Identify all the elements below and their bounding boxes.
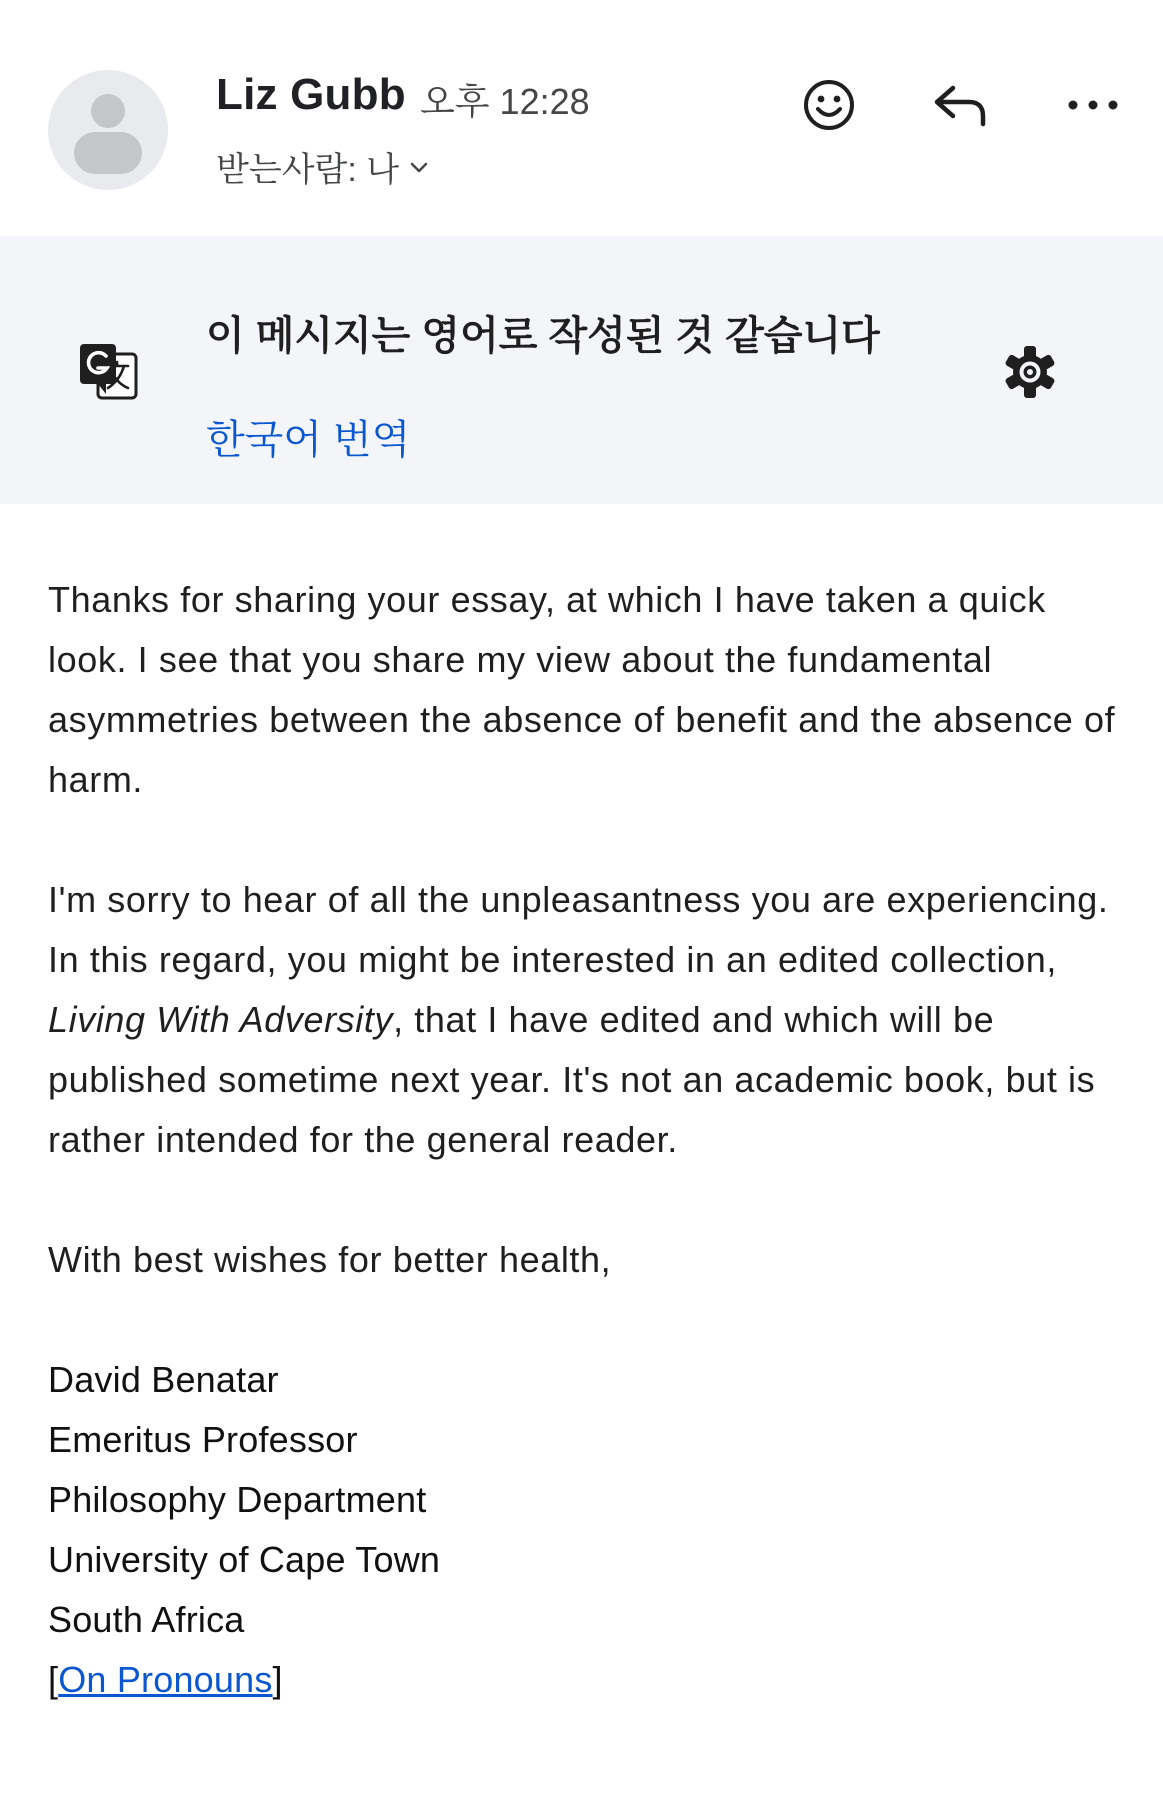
reply-button[interactable] (926, 70, 996, 140)
para2-text-before: I'm sorry to hear of all the unpleasantness you are experiencing. In this regard, you might be interested in an edited collection, (48, 879, 1109, 980)
bracket-close: ] (272, 1659, 283, 1700)
para2-text-after: , that I have edited and which will be published sometime next year. It's not an academic book, but is rather intended for the general reader. (48, 999, 1096, 1160)
emoji-reaction-button[interactable] (794, 70, 864, 140)
more-icon (1065, 95, 1121, 115)
gear-icon[interactable] (1000, 342, 1060, 402)
bracket-open: [ (48, 1659, 59, 1700)
signature-country: South Africa (48, 1599, 245, 1640)
signature-department: Philosophy Department (48, 1479, 427, 1520)
sender-name[interactable]: Liz Gubb (216, 70, 406, 119)
book-title: Living With Adversity (48, 999, 394, 1040)
translate-to-korean-link[interactable]: 한국어 번역 (206, 418, 411, 462)
recipient-toggle[interactable] (216, 142, 431, 191)
message-header (0, 0, 1163, 236)
body-paragraph-2 (48, 870, 1128, 1170)
reply-icon (931, 80, 991, 130)
signature-pronouns-line (48, 1650, 1128, 1710)
translate-icon (76, 340, 140, 404)
signature-title: Emeritus Professor (48, 1419, 358, 1460)
body-paragraph-1: Thanks for sharing your essay, at which I have taken a quick look. I see that you share my view about the fundamental asymmetries between the absence of benefit and the absence of harm. (48, 579, 1116, 800)
signature-block (48, 1350, 1128, 1710)
recipient-label: 받는사람: 나 (216, 151, 400, 189)
sender-avatar[interactable] (48, 70, 168, 190)
translate-detected-language-text: 이 메시지는 영어로 작성된 것 같습니다 (206, 314, 880, 358)
avatar-head-shape (91, 94, 125, 128)
closing-line: With best wishes for better health, (48, 1239, 612, 1280)
signature-name: David Benatar (48, 1359, 279, 1400)
avatar-body-shape (74, 132, 142, 174)
emoji-icon (801, 77, 857, 133)
translate-banner (0, 236, 1163, 504)
more-options-button[interactable] (1058, 70, 1128, 140)
sent-time: 오후 12:28 (420, 81, 590, 122)
chevron-down-icon (407, 155, 431, 179)
signature-university: University of Cape Town (48, 1539, 441, 1580)
message-body (48, 570, 1128, 1710)
on-pronouns-link[interactable]: On Pronouns (58, 1659, 273, 1700)
